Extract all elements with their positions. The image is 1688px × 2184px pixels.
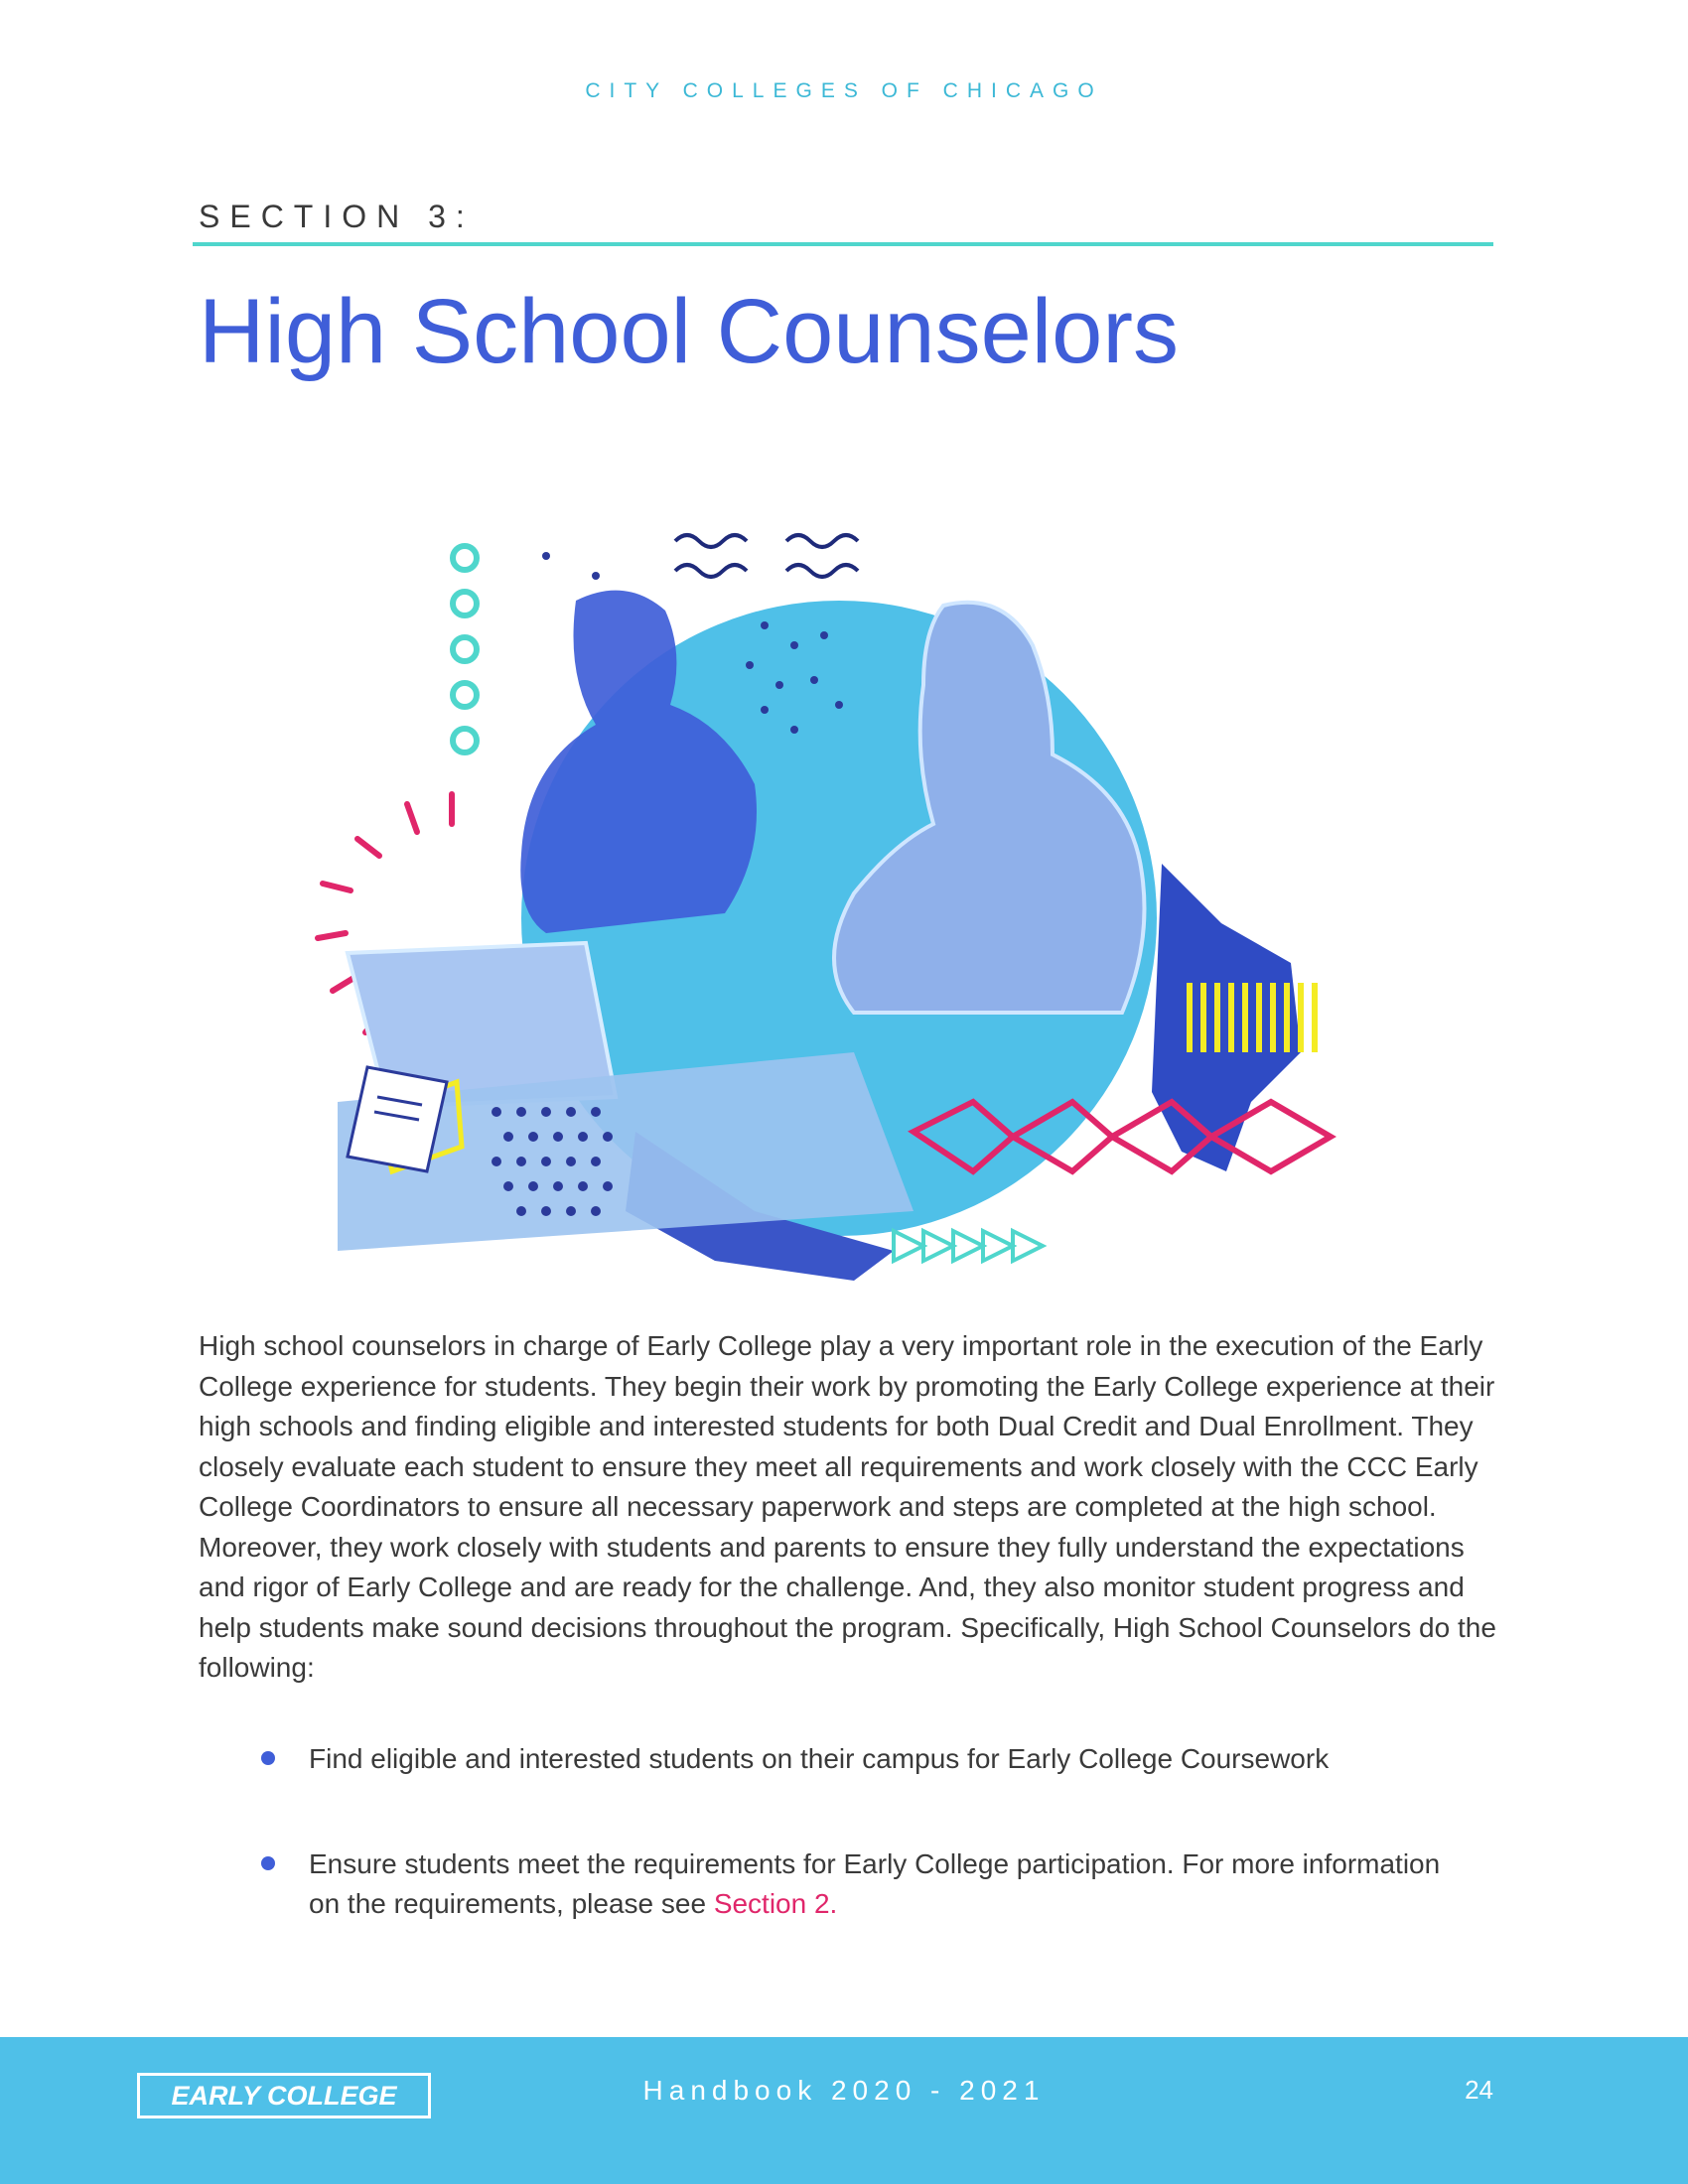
- section-divider: [193, 242, 1493, 246]
- wave-lines: [675, 535, 858, 577]
- bullet-dot-icon: [261, 1856, 275, 1870]
- early-college-logo: EARLY COLLEGE: [137, 2073, 431, 2118]
- body-paragraph: High school counselors in charge of Early College play a very important role in the execution of the Early College experience for students. They begin their work by promoting the Early College experience at their high schools and finding eligible and interested students for both Dual Credit and Dual Enrollment. They closely evaluate each student to ensure they meet all requirements and work closely with the CCC Early College Coordinators to ensure all necessary paperwork and steps are completed at the high school. Moreover, they work closely with students and parents to ensure they fully understand the expectations and rigor of Early College and are ready for the challenge. And, they also monitor student progress and help students make sound decisions throughout the program. Specifically, High School Counselors do the following:: [199, 1330, 1496, 1683]
- teal-triangles: [894, 1231, 1043, 1261]
- teal-rings: [453, 546, 477, 752]
- page-number: 24: [1465, 2075, 1493, 2105]
- bullet-text: [309, 1844, 1451, 1924]
- bullet-dot-icon: [261, 1751, 275, 1765]
- hero-illustration: [298, 496, 1390, 1320]
- section-label: SECTION 3:: [199, 199, 475, 234]
- notepad-icon: [348, 1067, 447, 1171]
- section-2-link[interactable]: Section 2.: [713, 1888, 838, 1919]
- footer: [0, 2037, 1688, 2184]
- org-header: CITY COLLEGES OF CHICAGO: [585, 79, 1103, 102]
- page-title: High School Counselors: [199, 281, 1179, 382]
- bullet-text: Find eligible and interested students on their campus for Early College Coursework: [309, 1743, 1330, 1774]
- bullet-text-main: Ensure students meet the requirements for Early College participation. For more information on the requirements, please see: [309, 1848, 1441, 1919]
- footer-title: Handbook 2020 - 2021: [642, 2075, 1046, 2106]
